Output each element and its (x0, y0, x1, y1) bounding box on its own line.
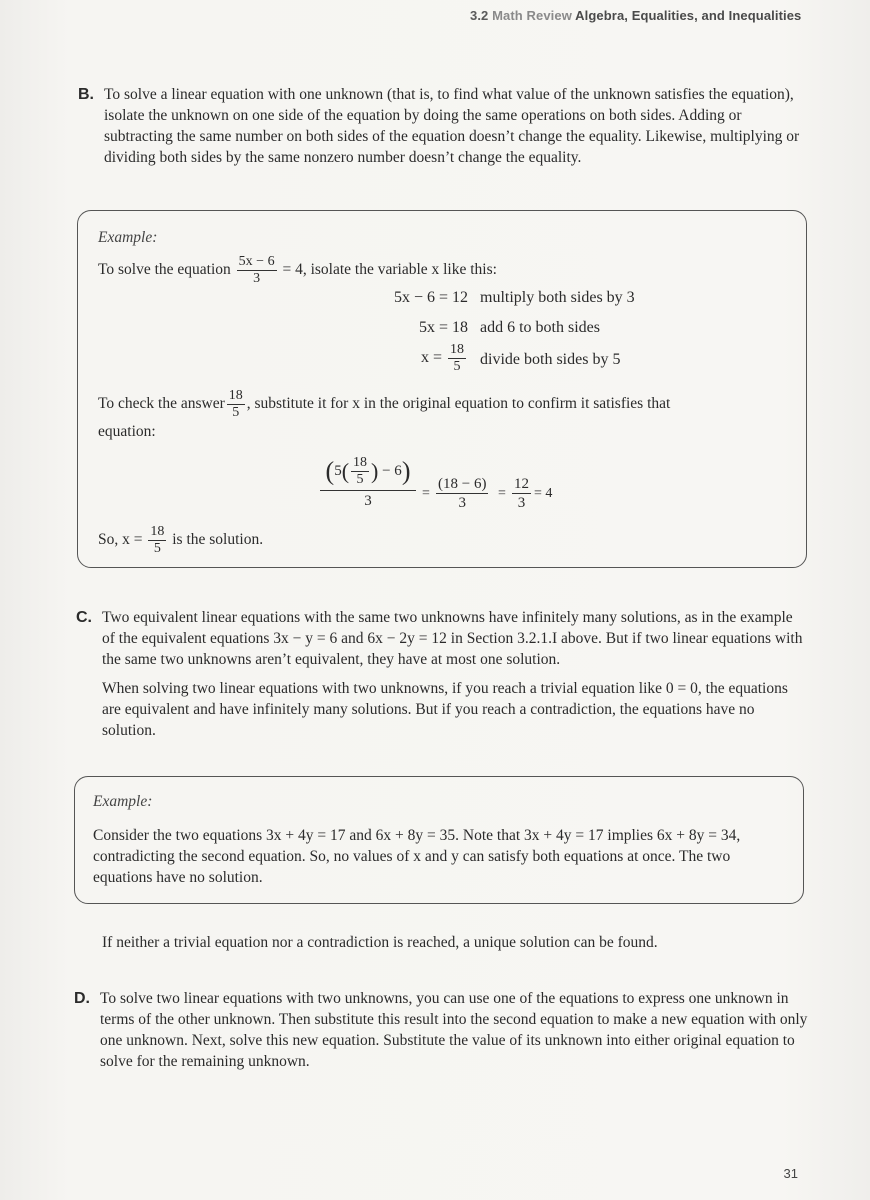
frac-denominator: 3 (458, 495, 466, 511)
intro-fraction (237, 255, 277, 286)
equals-sign: = (422, 486, 430, 501)
intro-text-b: = 4, isolate the variable x like this: (282, 261, 497, 279)
coef: 5 (334, 463, 342, 479)
so-fraction (148, 525, 166, 556)
example-box-2 (74, 776, 804, 904)
item-paragraph-2: When solving two linear equations with two unknowns, if you reach a trivial equation like 0 = 0, the equations are equivalent and have infinitely many solutions. But if you reach a contradiction, the equations have no solution. (102, 680, 788, 739)
so-text-a: So, x = (98, 531, 143, 549)
item-d (74, 988, 814, 1072)
item-letter: C. (76, 609, 92, 626)
step-equation (78, 343, 468, 374)
frac-numerator: 5x − 6 (238, 254, 275, 269)
item-text: To solve a linear equation with one unknown (that is, to find what value of the unknown satisfies the equation), isolate the unknown on one side of the equation by doing the same operations on both sides. Adding or subtracting the same number on both sides of the equation doesn’t change the equality. Likewise, multiplying or dividing both sides by the same nonzero number doesn’t change the equality. (104, 86, 800, 166)
frac-numerator: (18 − 6) (438, 476, 487, 492)
minus-six: − 6 (382, 463, 402, 479)
check-fraction (227, 389, 245, 420)
big-denominator: 3 (364, 493, 372, 509)
subject-label: Math Review (492, 8, 572, 23)
big-fraction (320, 456, 416, 510)
step-note: multiply both sides by 3 (480, 289, 635, 306)
frac-numerator: 12 (514, 476, 529, 492)
step-lhs: x = (420, 349, 442, 367)
so-text-b: is the solution. (172, 531, 264, 549)
inner-fraction (351, 456, 369, 487)
frac-numerator: 18 (353, 455, 368, 470)
running-header (470, 8, 801, 23)
item-letter: D. (74, 990, 90, 1007)
example-intro (98, 255, 497, 286)
frac-numerator: 18 (150, 524, 165, 539)
section-number: 3.2 (470, 8, 489, 23)
check-text-a: To check the answer (98, 395, 225, 413)
step-note: add 6 to both sides (480, 319, 600, 336)
big-numerator: (5( $\frac{18}{5}$ ) − 6) (320, 456, 416, 491)
result-fraction (512, 476, 531, 511)
intro-text-a: To solve the equation (98, 261, 231, 279)
frac-denominator: 3 (517, 495, 526, 511)
step-fraction (448, 343, 466, 374)
example-box-1 (77, 210, 807, 568)
frac-denominator: 5 (232, 405, 240, 420)
equals-sign: = (498, 486, 506, 501)
check-text-c: equation: (98, 423, 156, 440)
step-note: divide both sides by 5 (480, 351, 621, 368)
conclusion-sentence (98, 525, 263, 556)
step-equation: 5x = 18 (418, 319, 468, 336)
frac-numerator: 18 (228, 388, 243, 403)
unique-solution-line: If neither a trivial equation nor a contradiction is reached, a unique solution can be found. (102, 934, 658, 951)
middle-fraction (436, 476, 488, 511)
item-letter: B. (78, 86, 94, 103)
verification-expression (320, 456, 640, 516)
check-sentence (98, 389, 670, 420)
item-paragraph-1: Two equivalent linear equations with the same two unknowns have infinitely many solutions, as in the example of the equivalent equations 3x − y = 6 and 6x − 2y = 12 in Section 3.2.1.I above. But if two linear equations with the same two unknowns aren’t equivalent, they have at most one solution. (102, 609, 803, 668)
page-number: 31 (783, 1166, 798, 1181)
example-text: Consider the two equations 3x + 4y = 17 and 6x + 8y = 35. Note that 3x + 4y = 17 implies 6x + 8y = 34, contradicting the second equation. So, no values of x and y can satisfy both equations at once. The two equations have no solution. (93, 827, 741, 886)
frac-denominator: 5 (356, 472, 364, 487)
example-label: Example: (98, 229, 158, 246)
item-b (78, 84, 810, 168)
frac-denominator: 5 (453, 359, 461, 374)
item-text: To solve two linear equations with two unknowns, you can use one of the equations to express one unknown in terms of the other unknown. Then substitute this result into the second equation to make a new equation with only one unknown. Next, solve this new equation. Substitute the value of its unknown into either original equation to solve for the remaining unknown. (100, 990, 808, 1070)
frac-denominator: 5 (153, 541, 161, 556)
topic-label: Algebra, Equalities, and Inequalities (575, 8, 802, 23)
example-label: Example: (93, 793, 153, 810)
check-text-b: , substitute it for x in the original equation to confirm it satisfies that (246, 395, 671, 413)
frac-denominator: 3 (253, 271, 261, 286)
frac-numerator: 18 (450, 342, 464, 357)
step-equation: 5x − 6 = 12 (393, 289, 468, 306)
item-c (76, 607, 808, 741)
result-value: = 4 (534, 486, 553, 501)
